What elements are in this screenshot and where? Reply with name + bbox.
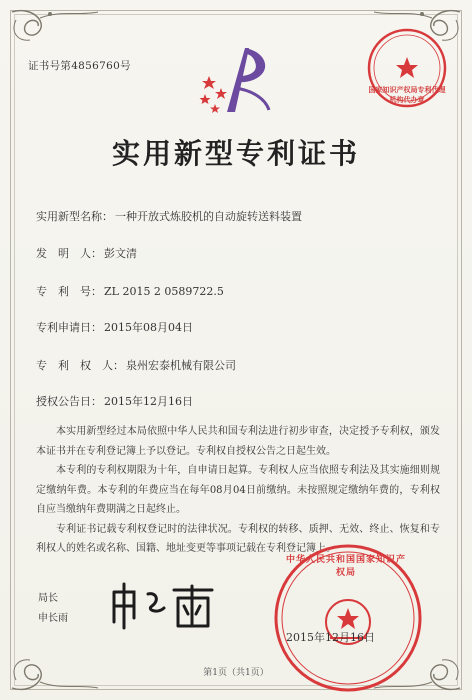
page-title: 实用新型专利证书 [111,137,360,170]
body-paragraph: 专利证书记载专利权登记时的法律状况。专利权的转移、质押、无效、终止、恢复和专利权人的姓名或名称、国籍、地址变更等事项记载在专利登记簿上。 [36,523,440,554]
field-label: 发 明 人： [36,247,102,260]
field-label: 专 利 号： [36,285,102,298]
field-value: 泉州宏泰机械有限公司 [126,359,236,372]
agency-stamp-text: 国家知识产权局专利代理机构代办章 [368,86,446,104]
field-patentee [36,357,236,373]
field-label: 专 利 权 人： [36,359,124,372]
field-inventor [36,245,137,261]
official-seal-text: 中华人民共和国国家知识产权局 [286,555,407,578]
certificate-number: 证书号第4856760号 [28,60,131,72]
field-value: ZL 2015 2 0589722.5 [104,285,224,298]
handwritten-signature-icon [108,578,218,632]
field-value: 2015年08月04日 [104,321,193,334]
page-footer: 第1页（共1页） [203,668,269,678]
field-utility-model-name [36,208,302,224]
signatory-name: 申长雨 [38,613,68,624]
field-label: 授权公告日： [36,395,102,408]
signatory-title: 局长 [38,593,58,604]
seal-date: 2015年12月16日 [286,631,375,644]
patent-office-emblem-icon [195,38,273,118]
field-value: 一种开放式炼胶机的自动旋转送料装置 [115,210,302,223]
corner-ornament-icon [0,0,110,48]
field-patent-number [36,283,224,299]
field-value: 2015年12月16日 [104,395,193,408]
field-label: 专利申请日： [36,321,102,334]
field-application-date [36,319,193,335]
field-value: 彭文清 [104,247,137,260]
agency-stamp [366,27,448,109]
body-paragraph: 本专利的专利权期限为十年，自申请日起算。专利权人应当依照专利法及其实施细则规定缴纳年费。本专利的年费应当在每年08月04日前缴纳。未按照规定缴纳年费的，专利权自应当缴纳年费期满之日起终止。 [36,465,440,515]
field-label: 实用新型名称： [36,210,113,223]
field-grant-date [36,393,193,409]
body-paragraph: 本实用新型经过本局依照中华人民共和国专利法进行初步审查，决定授予专利权，颁发本证书并在专利登记簿上予以登记。专利权自授权公告之日起生效。 [36,426,440,457]
